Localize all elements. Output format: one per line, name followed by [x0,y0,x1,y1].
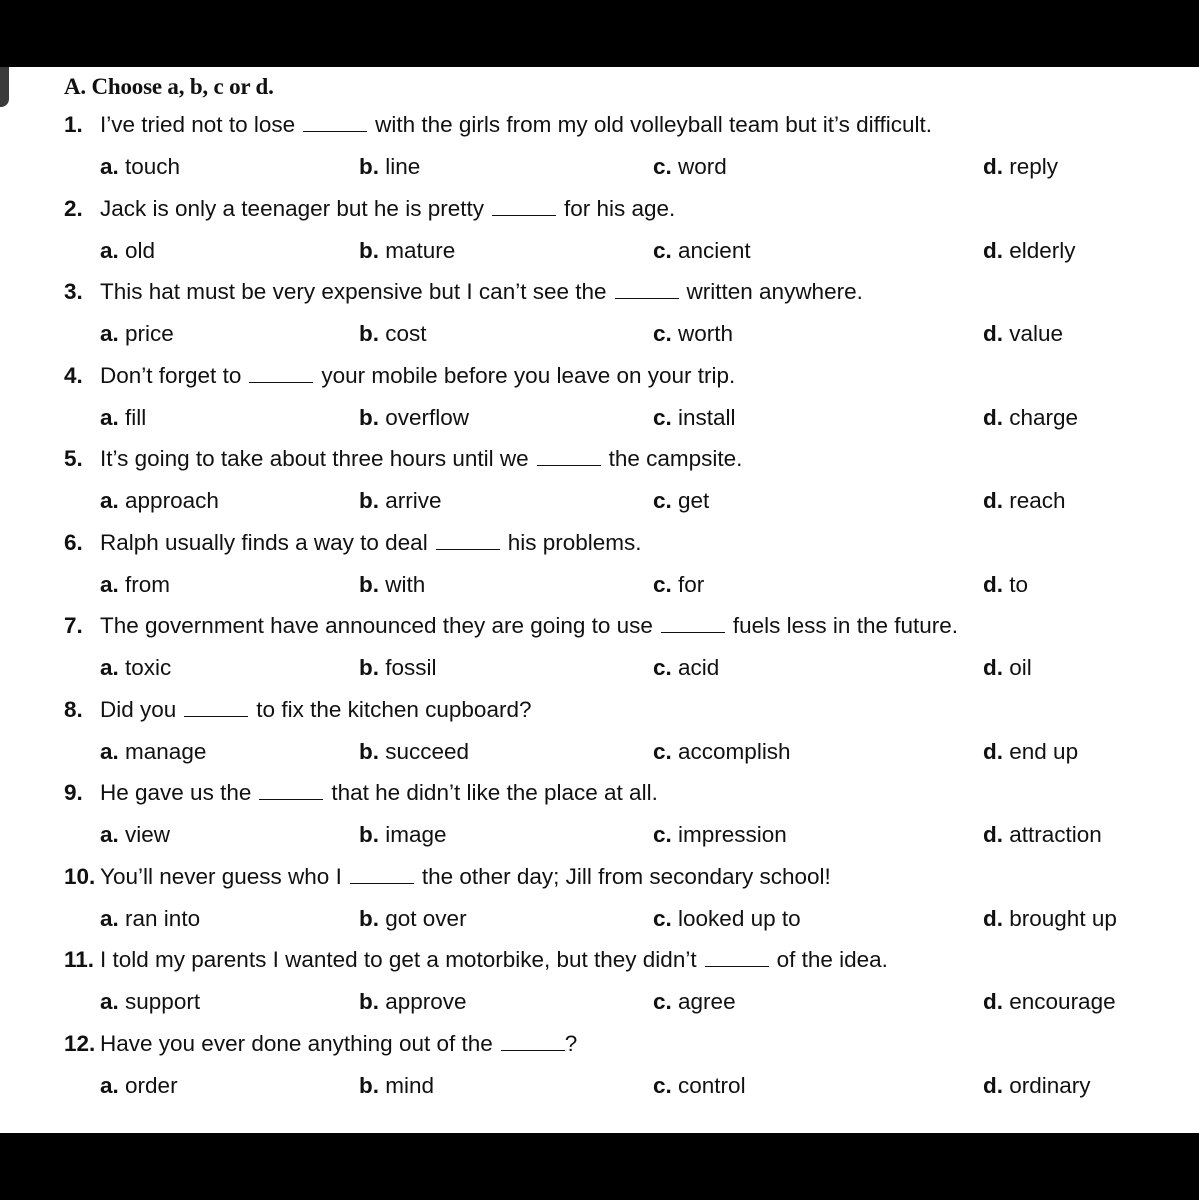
answer-blank [661,612,725,633]
answer-blank [184,696,248,717]
option-text: ran into [125,906,201,931]
question-3 [0,277,1199,307]
question-text [100,528,642,558]
question-text-after-blank: your mobile before you leave on your trip. [321,363,736,388]
question-text-after-blank: written anywhere. [686,279,863,304]
option-d[interactable] [983,403,1078,433]
option-b[interactable] [359,737,469,767]
top-black-band [0,0,1199,67]
option-text: fossil [385,655,437,680]
option-d[interactable] [983,820,1102,850]
option-text: impression [678,822,787,847]
option-text: image [385,822,447,847]
option-c[interactable] [653,319,733,349]
option-text: worth [678,321,734,346]
question-text [100,945,888,975]
option-a[interactable] [100,820,170,850]
option-text: acid [678,655,720,680]
option-a[interactable] [100,653,171,683]
option-b[interactable] [359,653,437,683]
option-letter: a. [100,822,119,847]
question-number: 4. [64,363,83,388]
option-text: order [125,1073,178,1098]
option-letter: d. [983,572,1003,597]
option-letter: a. [100,405,119,430]
option-a[interactable] [100,152,180,182]
option-a[interactable] [100,904,200,934]
option-text: install [678,405,736,430]
option-letter: d. [983,906,1003,931]
question-number: 5. [64,446,83,471]
question-text-after-blank: for his age. [563,196,676,221]
question-text-before-blank: Ralph usually finds a way to deal [100,530,428,555]
question-text-after-blank: ? [564,1031,578,1056]
question-text-before-blank: The government have announced they are going to use [100,613,653,638]
question-1 [0,110,1199,140]
question-text-after-blank: fuels less in the future. [732,613,959,638]
option-letter: c. [653,906,672,931]
question-number: 3. [64,279,83,304]
question-text-before-blank: I told my parents I wanted to get a motorbike, but they didn’t [100,947,697,972]
option-letter: b. [359,739,379,764]
question-8 [0,695,1199,725]
option-d[interactable] [983,236,1076,266]
answer-blank [436,529,500,550]
option-text: elderly [1009,238,1076,263]
option-letter: c. [653,154,672,179]
option-c[interactable] [653,236,751,266]
option-b[interactable] [359,820,447,850]
question-7 [0,611,1199,641]
option-text: control [678,1073,746,1098]
question-number: 7. [64,613,83,638]
question-number: 8. [64,697,83,722]
option-letter: d. [983,488,1003,513]
option-text: cost [385,321,427,346]
option-d[interactable] [983,987,1116,1017]
option-b[interactable] [359,319,427,349]
option-letter: b. [359,321,379,346]
option-text: from [125,572,171,597]
answer-blank [249,362,313,383]
question-text-after-blank: to fix the kitchen cupboard? [256,697,532,722]
option-text: looked up to [678,906,801,931]
question-text-before-blank: It’s going to take about three hours until we [100,446,529,471]
question-number: 9. [64,780,83,805]
answer-blank [492,195,556,216]
answer-blank [501,1030,565,1051]
question-2 [0,194,1199,224]
question-text [100,1029,577,1059]
question-text [100,611,958,641]
option-text: ordinary [1009,1073,1091,1098]
option-text: toxic [125,655,172,680]
question-number: 2. [64,196,83,221]
option-letter: a. [100,1073,119,1098]
option-letter: a. [100,488,119,513]
option-text: overflow [385,405,470,430]
option-text: attraction [1009,822,1102,847]
question-4 [0,361,1199,391]
option-letter: d. [983,1073,1003,1098]
option-letter: a. [100,906,119,931]
question-text-before-blank: You’ll never guess who I [100,864,342,889]
option-text: mind [385,1073,435,1098]
option-text: line [385,154,421,179]
option-text: for [678,572,705,597]
question-10 [0,862,1199,892]
option-text: old [125,238,156,263]
option-d[interactable] [983,737,1078,767]
option-b[interactable] [359,1071,434,1101]
option-text: fill [125,405,147,430]
option-text: ancient [678,238,751,263]
option-text: value [1009,321,1064,346]
option-letter: d. [983,238,1003,263]
option-letter: b. [359,572,379,597]
option-letter: b. [359,822,379,847]
option-text: get [678,488,710,513]
option-letter: c. [653,1073,672,1098]
option-b[interactable] [359,403,469,433]
option-text: approve [385,989,467,1014]
option-d[interactable] [983,152,1058,182]
option-b[interactable] [359,570,425,600]
option-letter: c. [653,488,672,513]
question-text-after-blank: the campsite. [608,446,743,471]
option-letter: b. [359,906,379,931]
option-c[interactable] [653,820,787,850]
option-a[interactable] [100,486,219,516]
option-text: agree [678,989,736,1014]
option-b[interactable] [359,236,455,266]
option-letter: b. [359,488,379,513]
option-a[interactable] [100,737,206,767]
option-letter: c. [653,238,672,263]
option-letter: a. [100,321,119,346]
question-text-before-blank: I’ve tried not to lose [100,112,296,137]
option-letter: a. [100,739,119,764]
answer-blank [615,278,679,299]
option-letter: b. [359,238,379,263]
question-number: 10. [64,864,96,889]
option-a[interactable] [100,1071,178,1101]
answer-blank [705,946,769,967]
question-text [100,695,531,725]
question-text-after-blank: of the idea. [776,947,888,972]
question-text [100,194,675,224]
option-d[interactable] [983,904,1117,934]
option-text: touch [125,154,181,179]
option-letter: a. [100,989,119,1014]
option-text: succeed [385,739,470,764]
question-text [100,361,735,391]
option-letter: d. [983,154,1003,179]
option-text: manage [125,739,207,764]
option-text: brought up [1009,906,1117,931]
option-d[interactable] [983,319,1063,349]
question-text [100,444,742,474]
question-6 [0,528,1199,558]
question-text [100,110,932,140]
answer-blank [259,779,323,800]
option-letter: a. [100,655,119,680]
question-11 [0,945,1199,975]
option-letter: c. [653,822,672,847]
option-text: reach [1009,488,1066,513]
option-letter: c. [653,405,672,430]
answer-blank [303,111,367,132]
option-letter: c. [653,739,672,764]
option-text: word [678,154,727,179]
question-text-after-blank: with the girls from my old volleyball team but it’s difficult. [375,112,932,137]
question-text [100,778,658,808]
option-text: with [385,572,426,597]
option-letter: a. [100,572,119,597]
answer-blank [537,445,601,466]
option-c[interactable] [653,570,704,600]
option-text: to [1009,572,1029,597]
question-number: 12. [64,1031,96,1056]
option-a[interactable] [100,319,174,349]
option-text: encourage [1009,989,1116,1014]
option-text: end up [1009,739,1079,764]
option-c[interactable] [653,1071,746,1101]
question-number: 11. [64,947,95,972]
page-edge-tab [0,67,9,107]
option-a[interactable] [100,403,146,433]
question-text-before-blank: This hat must be very expensive but I can’t see the [100,279,607,304]
bottom-black-band [0,1133,1199,1200]
option-b[interactable] [359,152,420,182]
question-text-after-blank: his problems. [507,530,642,555]
option-a[interactable] [100,987,200,1017]
question-text-before-blank: Don’t forget to [100,363,242,388]
option-d[interactable] [983,653,1032,683]
option-letter: b. [359,1073,379,1098]
option-letter: d. [983,655,1003,680]
option-letter: d. [983,989,1003,1014]
option-text: support [125,989,201,1014]
option-a[interactable] [100,570,170,600]
option-c[interactable] [653,152,727,182]
option-d[interactable] [983,1071,1091,1101]
option-c[interactable] [653,904,801,934]
option-b[interactable] [359,904,467,934]
question-9 [0,778,1199,808]
option-text: arrive [385,488,442,513]
option-text: reply [1009,154,1059,179]
option-c[interactable] [653,737,791,767]
option-letter: b. [359,405,379,430]
question-12 [0,1029,1199,1059]
option-c[interactable] [653,403,736,433]
option-text: got over [385,906,467,931]
option-text: oil [1009,655,1032,680]
option-letter: c. [653,321,672,346]
option-a[interactable] [100,236,155,266]
option-letter: b. [359,655,379,680]
option-letter: c. [653,572,672,597]
option-text: approach [125,488,219,513]
option-letter: c. [653,655,672,680]
option-letter: d. [983,321,1003,346]
option-text: mature [385,238,456,263]
question-text [100,277,863,307]
question-text-before-blank: He gave us the [100,780,252,805]
question-text-before-blank: Did you [100,697,177,722]
option-letter: d. [983,739,1003,764]
question-text-after-blank: the other day; Jill from secondary school! [421,864,831,889]
option-text: view [125,822,171,847]
option-letter: d. [983,822,1003,847]
question-text [100,862,831,892]
question-5 [0,444,1199,474]
option-text: price [125,321,174,346]
question-text-before-blank: Have you ever done anything out of the [100,1031,493,1056]
option-c[interactable] [653,987,736,1017]
option-d[interactable] [983,570,1028,600]
option-letter: b. [359,989,379,1014]
option-b[interactable] [359,987,467,1017]
question-text-after-blank: that he didn’t like the place at all. [331,780,658,805]
question-text-before-blank: Jack is only a teenager but he is pretty [100,196,484,221]
question-number: 1. [64,112,83,137]
option-c[interactable] [653,653,719,683]
option-letter: d. [983,405,1003,430]
option-letter: a. [100,238,119,263]
option-b[interactable] [359,486,442,516]
section-heading: A. Choose a, b, c or d. [64,74,274,99]
option-letter: b. [359,154,379,179]
question-number: 6. [64,530,83,555]
option-d[interactable] [983,486,1066,516]
option-text: charge [1009,405,1079,430]
option-text: accomplish [678,739,791,764]
option-c[interactable] [653,486,709,516]
answer-blank [350,863,414,884]
option-letter: c. [653,989,672,1014]
option-letter: a. [100,154,119,179]
